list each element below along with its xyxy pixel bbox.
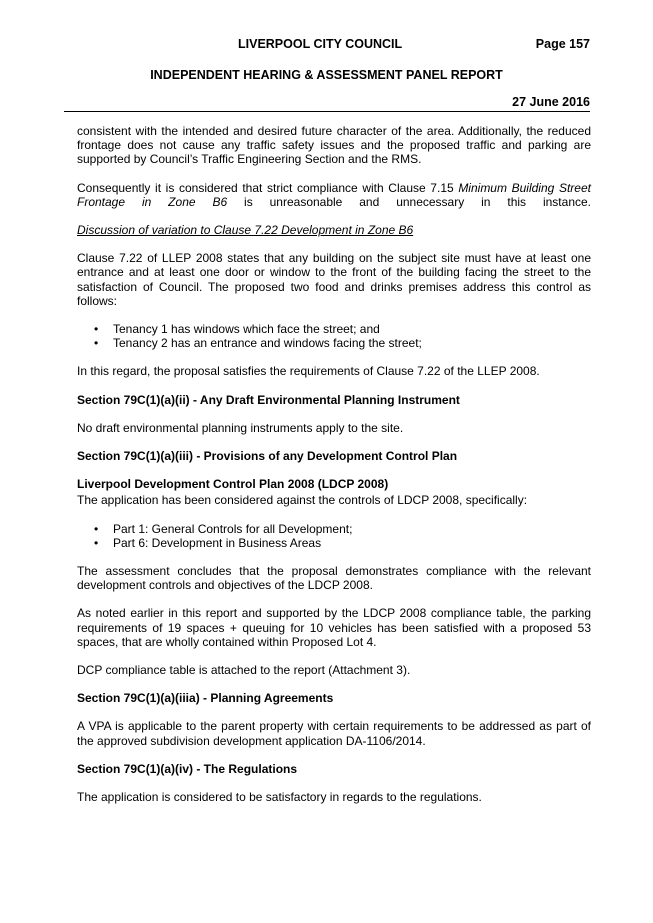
section-draft-epi-heading: Section 79C(1)(a)(ii) - Any Draft Environmental Planning Instrument: [77, 392, 460, 407]
page-header: [0, 37, 653, 53]
tenancy-list: [77, 322, 591, 350]
clause-715-text-post: is unreasonable and unnecessary in this instance.: [227, 194, 591, 209]
section-regulations-heading: Section 79C(1)(a)(iv) - The Regulations: [77, 761, 298, 776]
ldcp-parts-list: [77, 522, 591, 550]
paragraph-dcp-attachment: DCP compliance table is attached to the report (Attachment 3).: [77, 663, 411, 678]
section-draft-epi-text: No draft environmental planning instruments apply to the site.: [77, 420, 404, 435]
clause-715-text-pre: Consequently it is considered that strict compliance with Clause 7.15: [77, 180, 459, 195]
council-name: LIVERPOOL CITY COUNCIL: [238, 37, 403, 51]
list-item: • Tenancy 2 has an entrance and windows facing the street;: [113, 336, 591, 350]
variation-heading: Discussion of variation to Clause 7.22 Development in Zone B6: [77, 223, 414, 238]
section-regulations-text: The application is considered to be satisfactory in regards to the regulations.: [77, 790, 482, 805]
paragraph-frontage: consistent with the intended and desired future character of the area. Additionally, the reduced frontage does not cause any traffic safety issues and the proposed traffic and parking are supported by Council’s Traffic Engineering Section and the RMS.: [77, 124, 591, 167]
paragraph-parking: As noted earlier in this report and supported by the LDCP 2008 compliance table, the parking requirements of 19 spaces + queuing for 10 vehicles has been satisfied with a proposed 53 spaces, that are wholly contained within Proposed Lot 4.: [77, 606, 591, 649]
paragraph-assessment: The assessment concludes that the proposal demonstrates compliance with the relevant development controls and objectives of the LDCP 2008.: [77, 564, 591, 593]
page-number: Page 157: [535, 37, 590, 51]
list-item: • Tenancy 1 has windows which face the street; and: [113, 322, 591, 336]
header-rule: [64, 111, 590, 112]
paragraph-clause-722-satisfied: In this regard, the proposal satisfies the requirements of Clause 7.22 of the LLEP 2008.: [77, 364, 540, 379]
list-item: • Part 6: Development in Business Areas: [113, 536, 591, 550]
section-planning-agreements-heading: Section 79C(1)(a)(iiia) - Planning Agreements: [77, 691, 334, 706]
section-dcp-heading: Section 79C(1)(a)(iii) - Provisions of any Development Control Plan: [77, 449, 458, 464]
report-date: 27 June 2016: [512, 95, 590, 109]
list-item: • Part 1: General Controls for all Development;: [113, 522, 591, 536]
clause-715-title: Minimum Building Street Frontage in Zone B6: [77, 180, 591, 209]
ldcp-text: The application has been considered against the controls of LDCP 2008, specifically:: [77, 493, 528, 508]
section-planning-agreements-text: A VPA is applicable to the parent property with certain requirements to be addressed as part of the approved subdivision development application DA-1106/2014.: [77, 719, 591, 748]
report-body: [77, 124, 591, 804]
report-title: INDEPENDENT HEARING & ASSESSMENT PANEL REPORT: [150, 68, 503, 82]
paragraph-clause-722: Clause 7.22 of LLEP 2008 states that any building on the subject site must have at least one entrance and at least one door or window to the front of the building facing the street to the satisfaction of Council. The proposed two food and drinks premises address this control as follows:: [77, 251, 591, 308]
ldcp-heading: Liverpool Development Control Plan 2008 (LDCP 2008): [77, 477, 389, 492]
paragraph-clause-715: [77, 181, 591, 209]
